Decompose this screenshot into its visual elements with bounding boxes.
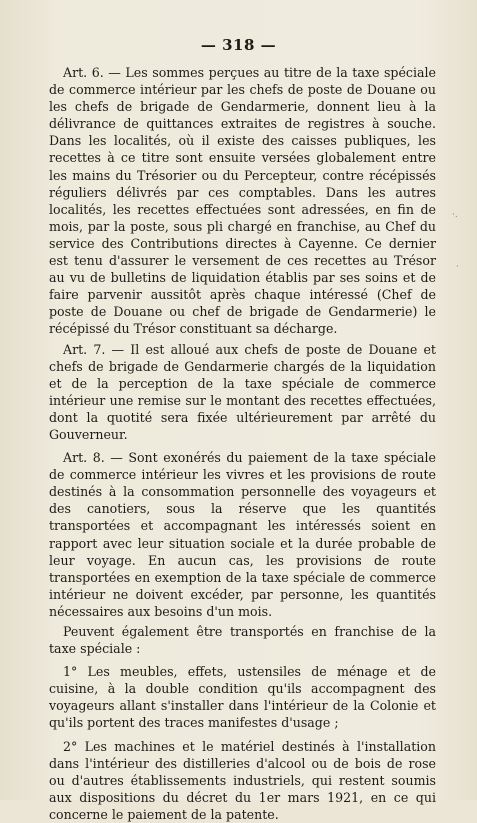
item-1-paragraph: 1° Les meubles, effets, ustensiles de ménage et de cuisine, à la double condition qu'ils accompagnent des voyageurs allant s'installer dans l'intérieur de la Colonie et qu'ils portent des traces manifestes d'usage ; — [49, 664, 436, 731]
article-8-paragraph: Art. 8. — Sont exonérés du paiement de la taxe spéciale de commerce intérieur les vivres et les provisions de route destinés à la consommation personnelle des voyageurs et des canotiers, sous la réserve que les quantités transportées et accompagnant les intéressés soient en rapport avec leur situation sociale et la durée probable de leur voyage. En aucun cas, les provisions de route transportées en exemption de la taxe spéciale de commerce intérieur ne doivent excéder, par personne, les quantités nécessaires aux besoins d'un mois. — [49, 450, 436, 619]
margin-mark: ·. — [452, 210, 458, 220]
page-number: — 318 — — [200, 36, 277, 54]
margin-mark: · — [456, 262, 459, 272]
franchise-intro-paragraph: Peuvent également être transportés en franchise de la taxe spéciale : — [49, 624, 436, 657]
article-7-paragraph: Art. 7. — Il est alloué aux chefs de poste de Douane et chefs de brigade de Gendarmerie chargés de la liquidation et de la perception de la taxe spéciale de commerce intérieur une remise sur le montant des recettes effectuées, dont la quotité sera fixée ultérieurement par arrêté du Gouverneur. — [49, 341, 436, 442]
article-6-paragraph: Art. 6. — Les sommes perçues au titre de la taxe spéciale de commerce intérieur par les chefs de poste de Douane ou les chefs de brigade de Gendarmerie, donnent lieu à la délivrance de quittances extraites de registres à souche. Dans les localités, où il existe des caisses publiques, les recettes à ce titre sont ensuite versées globalement entre les mains du Trésorier ou du Percepteur, contre récépissés réguliers délivrés par ces comptables. Dans les autres localités, les recettes effectuées sont adressées, en fin de mois, par la poste, sous pli chargé en franchise, au Chef du service des Contributions directes à Cayenne. Ce dernier est tenu d'assurer le versement de ces recettes au Trésor au vu de bulletins de liquidation établis par ses soins et de faire parvenir aussitôt après chaque intéressé (Chef de poste de Douane ou chef de brigade de Gendarmerie) le récépissé du Trésor constituant sa décharge. — [49, 65, 436, 337]
item-2-paragraph: 2° Les machines et le matériel destinés à l'installation dans l'intérieur des distilleries d'alcool ou de bois de rose ou d'autres établissements industriels, qui restent soumis aux dispositions du décret du 1er mars 1921, en ce qui concerne le paiement de la patente. — [49, 738, 436, 822]
body-text — [49, 64, 436, 823]
